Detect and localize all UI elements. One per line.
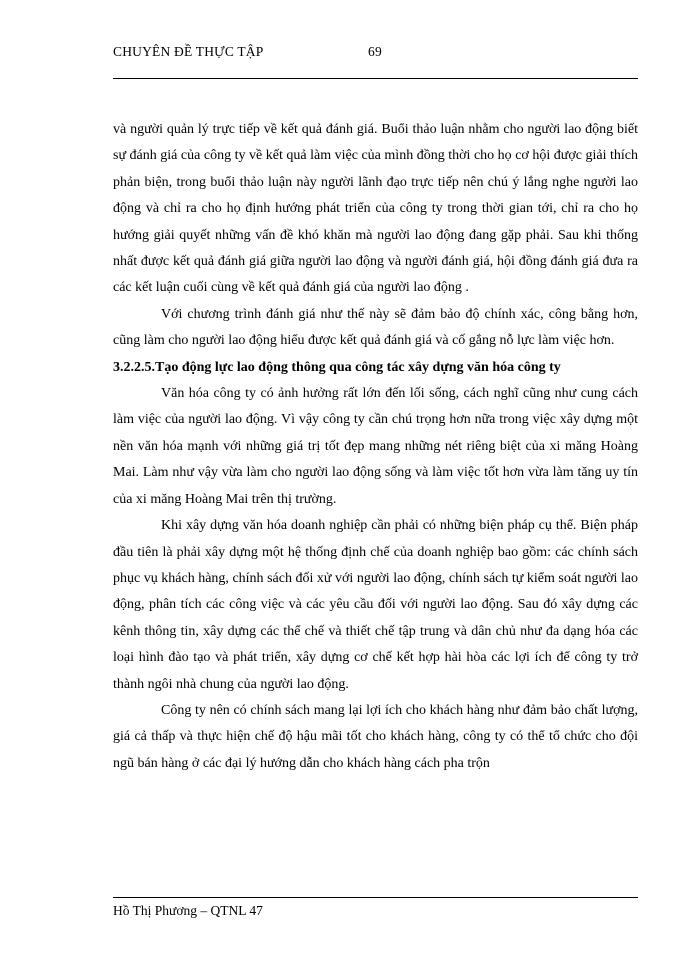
page-footer: Hồ Thị Phương – QTNL 47 — [113, 903, 263, 918]
paragraph-evaluation: Với chương trình đánh giá như thế này sẽ đảm bảo độ chính xác, công bằng hơn, cũng làm cho người lao động hiểu được kết quả đánh giá và cố gắng nỗ lực làm việc hơn. — [113, 306, 638, 349]
header-title: CHUYÊN ĐỀ THỰC TẬP — [113, 44, 264, 59]
section-heading: 3.2.2.5.Tạo động lực lao động thông qua công tác xây dựng văn hóa công ty — [113, 359, 561, 375]
paragraph-continuation: và người quản lý trực tiếp về kết quả đánh giá. Buổi thảo luận nhằm cho người lao động biết sự đánh giá của công ty về kết quả làm việc của mình đồng thời cho họ cơ hội được giải thích phản biện, trong buổi thảo luận này người lãnh đạo trực tiếp nên chú ý lắng nghe người lao động và chỉ ra cho họ định hướng phát triển của công ty trong thời gian tới, chỉ ra cho họ hướng giải quyết những vấn đề khó khăn mà người lao động đang gặp phải. Sau khi thống nhất được kết quả đánh giá giữa người lao động và người đánh giá, hội đồng đánh giá đưa ra các kết luận cuối cùng về kết quả đánh giá của người lao động . — [113, 122, 638, 296]
document-body — [113, 117, 638, 777]
page-number: 69 — [368, 44, 382, 59]
paragraph-customer-policy: Công ty nên có chính sách mang lại lợi ích cho khách hàng như đảm bảo chất lượng, giá cả thấp và thực hiện chế độ hậu mãi tốt cho khách hàng, công ty có thể tổ chức cho đội ngũ bán hàng ở các đại lý hướng dẫn cho khách hàng cách pha trộn — [113, 702, 638, 771]
footer-rule — [113, 897, 638, 898]
paragraph-measures: Khi xây dựng văn hóa doanh nghiệp cần phải có những biện pháp cụ thể. Biện pháp đầu tiên là phải xây dựng một hệ thống định chế của doanh nghiệp bao gồm: các chính sách phục vụ khách hàng, chính sách đối xử với người lao động, chính sách tự kiểm soát người lao động, phân tích các công việc và các yêu cầu đối với người lao động. Sau đó xây dựng các kênh thông tin, xây dựng các thể chế và thiết chế tập trung và dân chủ như đa dạng hóa các loại hình đào tạo và phát triển, xây dựng cơ chế kết hợp hài hòa các lợi ích để công ty trở thành ngôi nhà chung của người lao động. — [113, 518, 638, 692]
page-header — [113, 44, 638, 64]
header-rule — [113, 78, 638, 79]
paragraph-culture: Văn hóa công ty có ảnh hưởng rất lớn đến lối sống, cách nghĩ cũng như cung cách làm việc của người lao động. Vì vậy công ty cần chú trọng hơn nữa trong việc xây dựng một nền văn hóa mạnh với những giá trị tốt đẹp mang những nét riêng biệt của xi măng Hoàng Mai. Làm như vậy vừa làm cho người lao động sống và làm việc tốt hơn vừa làm tăng uy tín của xi măng Hoàng Mai trên thị trường. — [113, 386, 638, 507]
